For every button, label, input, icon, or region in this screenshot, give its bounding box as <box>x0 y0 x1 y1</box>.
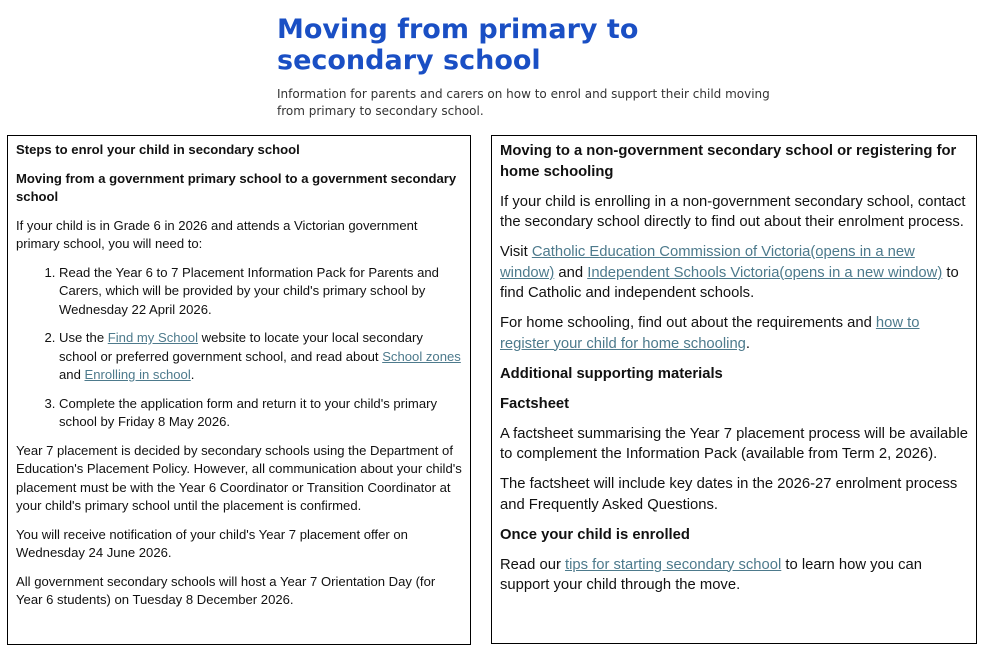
enrolling-in-school-link[interactable]: Enrolling in school <box>84 367 191 382</box>
step-item-1 <box>59 264 462 320</box>
home-schooling-link[interactable]: how to register your child for home schooling <box>500 315 920 352</box>
visit-text-start: Visit <box>500 244 532 260</box>
non-government-paragraph: If your child is enrolling in a non-government secondary school, contact the secondary school directly to find out about their enrolment process. <box>500 193 966 230</box>
find-my-school-link[interactable]: Find my School <box>107 330 199 345</box>
factsheet-paragraph-2: The factsheet will include key dates in the 2026-27 enrolment process and Frequently Asked Questions. <box>500 476 958 513</box>
non-government-panel <box>491 135 977 644</box>
home-text-end: . <box>745 335 751 352</box>
placement-paragraph: Year 7 placement is decided by secondary schools using the Department of Education's Placement Policy. However, all communication about your child's placement must be with the Year 6 Coordinator or Transition Coordinator at your child's primary school until the placement is confirmed. <box>16 442 462 513</box>
enrolment-steps-list <box>16 264 462 432</box>
tips-secondary-school-link[interactable]: tips for starting secondary school <box>564 556 782 573</box>
school-zones-link[interactable]: School zones <box>382 348 461 364</box>
tips-paragraph <box>500 555 968 596</box>
factsheet-heading: Factsheet <box>500 395 570 412</box>
step-2-text-start: Use the <box>59 330 108 345</box>
page-header <box>277 14 797 120</box>
home-schooling-paragraph <box>500 313 968 354</box>
intro-text: If your child is in Grade 6 in 2026 and attends a Victorian government primary school, you will need to: <box>16 217 418 251</box>
tips-text-start: Read our <box>500 556 565 573</box>
visit-paragraph <box>500 242 968 304</box>
factsheet-paragraph-1: A factsheet summarising the Year 7 placement process will be available to complement the Information Pack (available from Term 2, 2026). <box>500 425 969 462</box>
step-2-text-mid2: and <box>59 367 85 382</box>
home-text-start: For home schooling, find out about the requirements and <box>500 315 876 331</box>
once-enrolled-heading: Once your child is enrolled <box>500 526 690 543</box>
additional-materials-heading: Additional supporting materials <box>500 365 723 382</box>
tips-text-end: to learn how you can support your child through the move. <box>500 556 922 593</box>
step-2-text-mid1: website to locate your local secondary school or preferred government school, and read about <box>59 330 423 364</box>
step-item-2 <box>59 329 462 385</box>
visit-text-end: to find Catholic and independent schools. <box>500 264 959 301</box>
step-2-text-end: . <box>190 367 195 382</box>
notification-paragraph: You will receive notification of your child's Year 7 placement offer on Wednesday 24 June 2026. <box>16 526 408 560</box>
government-enrolment-panel <box>7 135 471 645</box>
non-government-heading: Moving to a non-government secondary school or registering for home schooling <box>500 143 957 180</box>
step-1-text: Read the Year 6 to 7 Placement Information Pack for Parents and Carers, which will be provided by your child's primary school by Wednesday 22 April 2026. <box>59 264 439 317</box>
catholic-education-link[interactable]: Catholic Education Commission of Victoria(opens in a new window) <box>500 244 915 281</box>
step-3-text: Complete the application form and return it to your child's primary school by Friday 8 May 2026. <box>59 395 438 429</box>
visit-text-mid: and <box>554 264 588 281</box>
government-subheading: Moving from a government primary school to a government secondary school <box>16 170 457 204</box>
independent-schools-link[interactable]: Independent Schools Victoria(opens in a new window) <box>587 264 943 281</box>
orientation-paragraph: All government secondary schools will host a Year 7 Orientation Day (for Year 6 students) on Tuesday 8 December 2026. <box>16 573 436 607</box>
step-item-3 <box>59 395 462 432</box>
page-subtitle: Information for parents and carers on how to enrol and support their child moving from primary to secondary school. <box>277 87 770 118</box>
steps-heading: Steps to enrol your child in secondary school <box>16 142 300 157</box>
page-title: Moving from primary to secondary school <box>277 14 639 76</box>
